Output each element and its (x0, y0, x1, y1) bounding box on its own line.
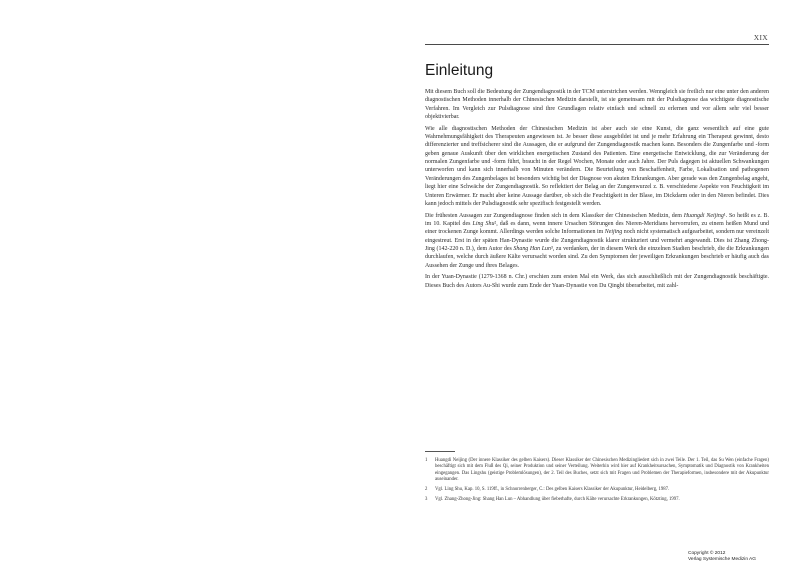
title-shang-han-lun: Shang Han Lun (513, 245, 551, 252)
paragraph-3-text-e: ², daß es dann, wenn innere Ursachen Störungen des Nieren-Meridians hervorrufen, zu einem heißen Mund und einer trockenen Zunge kommt. Allerdings werden solche Informationen im (425, 220, 769, 236)
header-rule (425, 44, 769, 45)
publisher-line: Verlag Systemische Medizin AG (688, 557, 756, 562)
body-text (425, 88, 769, 293)
paragraph-3-text-g: noch nicht systematisch aufgearbeitet, sondern nur vereinzelt eingestreut. Erst in der späten Han-Dynastie wurde die Zungendiagnostik klarer strukturiert und vermehrt angewandt. Dies ist Zhang Zhong-Jing (142-220 n. D.), dem Autor des (425, 229, 769, 252)
title-neijing: Neijing (604, 229, 623, 236)
chapter-heading: Einleitung (425, 62, 494, 79)
copyright-notice (688, 551, 756, 563)
paragraph-2: Wie alle diagnostischen Methoden der Chinesischen Medizin ist aber auch sie eine Kunst, die ganz wesentlich auf eine gute Wahrnehmungsfähigkeit des Therapeuten angewiesen ist. Je besser diese ausgebildet ist und je mehr Erfahrung ein Therapeut gewinnt, desto differenzierter und treffsicherer sind die Aussagen, die er aufgrund der Zungendiagnostik machen kann. Besonders die Zungenfarbe und -form geben genaue Auskunft über den wirklichen energetischen Zustand des Patienten. Eine energetische Entwicklung, die zur Veränderung der normalen Zungenfarbe und -form führt, braucht in der Regel Wochen, Monate oder auch Jahre. Der Puls dagegen ist aktuellen Schwankungen unterworfen und kann sich innerhalb von Minuten verändern. Die Beurteilung von Beschaffenheit, Farbe, Lokalisation und pathogenen Veränderungen des Zungenbelages ist besonders wichtig bei der Diagnose von akuten Erkrankungen. Aber gerade was den Zungenbelag angeht, liegt hier eine Schwäche der Zungendiagnostik. So reflektiert der Belag an der Zungenwurzel z. B. verschiedene Aspekte von Feuchtigkeit im Unteren Erwärmer. Er macht aber keine Aussage darüber, ob sich die Feuchtigkeit in der Blase, im Dickdarm oder in den Nieren befindet. Dies kann jedoch mittels der Pulsdiagnostik sehr spezifisch festgestellt werden. (425, 125, 769, 207)
footnote-number: 1 (425, 458, 428, 463)
footnote-2 (425, 487, 769, 493)
paragraph-3-text-i: ³, zu verdanken, der in diesem Werk die einzelnen Stadien beschrieb, die die Erkrankungen durchlaufen, welche durch äußere Kälte verursacht worden sind. Zu den Symptomen der jeweiligen Erkrankungen beschrieb er häufig auch das Aussehen der Zunge und ihres Belages. (425, 245, 769, 269)
footnote-text: Vgl. Zhang-Zhong-Jing: Shang Han Lun – Abhandlung über fieberhafte, durch Kälte verursachte Erkrankungen, Kötzting, 1997. (435, 497, 680, 503)
title-huangdi-neijing: Huangdi Neijing (683, 212, 724, 219)
footnote-3 (425, 497, 769, 503)
paragraph-3-text-c: ¹. So heißt es z. B. im 10. Kapitel des (425, 212, 769, 227)
paragraph-4: In der Yuan-Dynastie (1279-1368 n. Chr.) erschien zum ersten Mal ein Werk, das sich ausschließlich mit der Zungendiagnostik beschäftigte. Dieses Buch des Autors Au-Shi wurde zum Ende der Yuan-Dynastie von Du Qingbi überarbeitet, mit zahl- (425, 274, 769, 289)
footnotes (425, 458, 769, 508)
paragraph-3 (425, 212, 769, 270)
paragraph-1: Mit diesem Buch soll die Bedeutung der Zungendiagnostik in der TCM unterstrichen werden. Wenngleich sie freilich nur eine unter den anderen diagnostischen Methoden innerhalb der Chinesischen Medizin darstellt, ist sie gemeinsam mit der Pulsdiagnose das wichtigste diagnostische Verfahren. Im Vergleich zur Pulsdiagnose sind ihre Grundlagen relativ einfach und schnell zu erlernen und vor allem sehr viel besser objektivierbar. (425, 89, 769, 121)
copyright-line: Copyright © 2012 (688, 551, 726, 556)
footnote-number: 2 (425, 487, 428, 493)
footnote-number: 3 (425, 497, 428, 503)
footnote-text: Vgl. Ling Shu, Kap. 10, S. 119ff., in Schnorrenberger, C.: Des gelben Kaisers Klassiker der Akupunktur, Heidelberg, 1987. (435, 487, 670, 493)
footnote-text: Huangdi Neijing (Der innere Klassiker des gelben Kaisers). Dieser Klassiker der Chinesischen Medizingliedert sich in zwei Teile. Der 1. Teil, das Su Wen (einfache Fragen) beschäftigt sich mit dem Fluß des Qi, seiner Produktion und seiner Verteilung. Weiterhin wird hier auf Krankheitsursachen, Symptomatik und Diagnostik von Krankheiten eingegangen. Das Lingshu (geistige Problemlösungen), der 2. Teil des Buches, setzt sich mit Fragen und Problemen der Therapieformen, insbesondere mit der Akupunktur auseinander. (435, 458, 769, 482)
footnote-1 (425, 458, 769, 483)
page-number: XIX (753, 33, 768, 42)
paragraph-3-text-a: Die frühesten Aussagen zur Zungendiagnose finden sich in dem Klassiker der Chinesischen Medizin, dem (425, 212, 684, 219)
footnote-rule (425, 451, 455, 452)
title-ling-shu: Ling Shu (472, 220, 495, 227)
